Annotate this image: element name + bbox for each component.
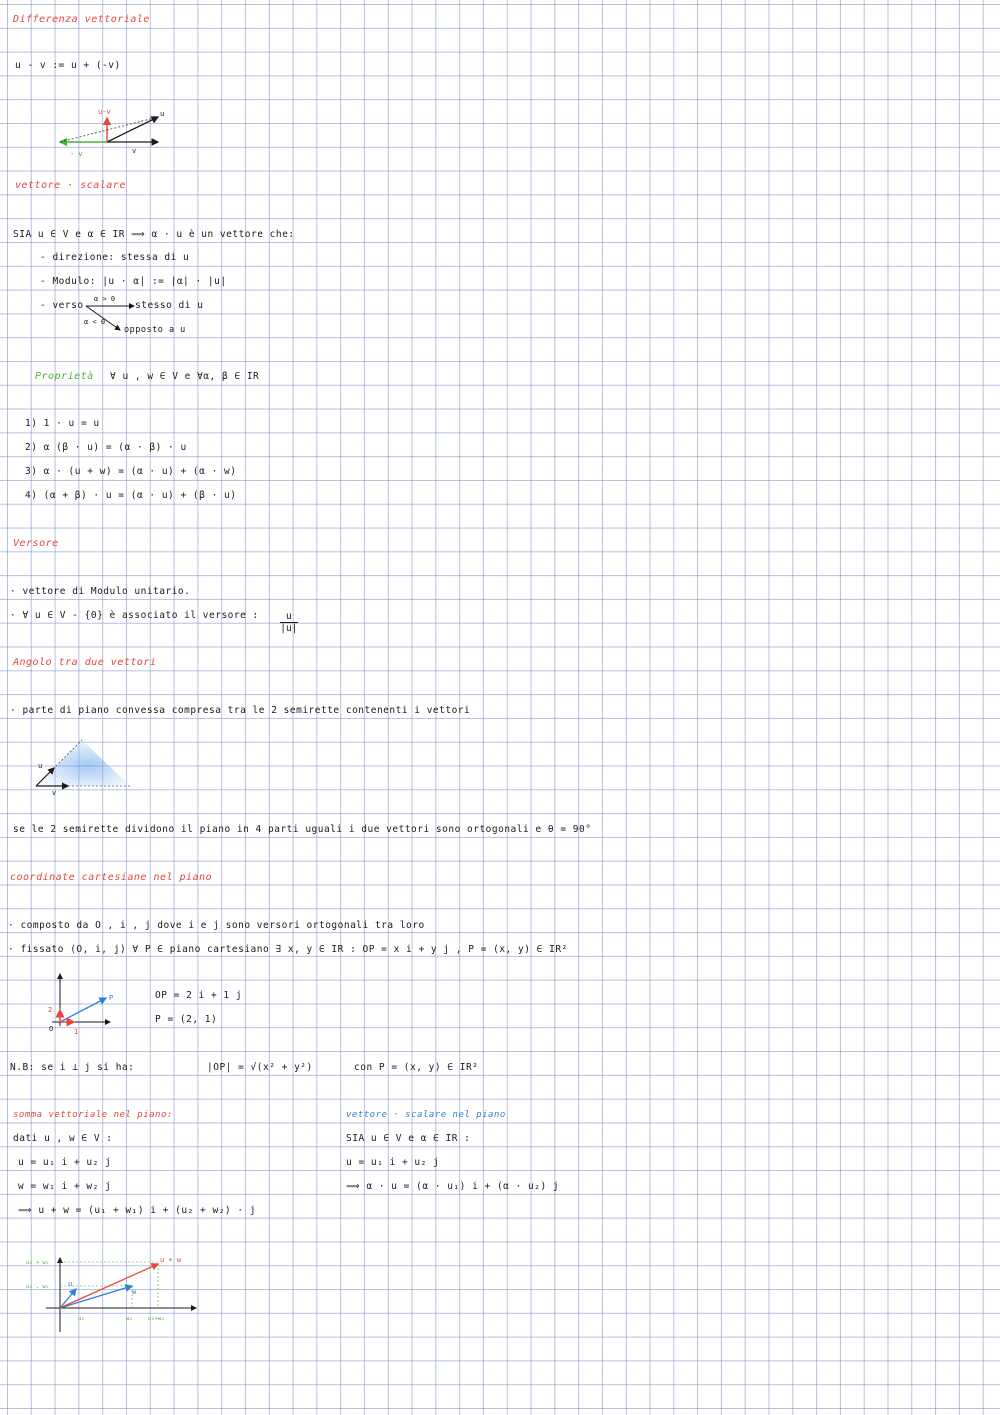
cart-label-P: P <box>109 994 114 1002</box>
cart-label-O: O <box>49 1025 54 1033</box>
sum-label-y2: u₂ , w₂ <box>26 1284 50 1290</box>
coordinate-line-1: · composto da O , i , j dove i e j sono versori ortogonali tra loro <box>8 920 425 931</box>
versore-numerator: u <box>280 611 298 623</box>
angolo-ortogonali: se le 2 semirette dividono il piano in 4 parti uguali i due vettori sono ortogonali e θ = 90° <box>13 824 592 835</box>
property-3: 3) α · (u + w) = (α · u) + (α · w) <box>25 466 237 477</box>
section-title-differenza: Differenza vettoriale <box>13 14 150 25</box>
verso-opposto: opposto a u <box>124 325 186 335</box>
section-title-vettore-scalare: vettore · scalare <box>15 180 126 191</box>
angle-label-u: u <box>38 762 43 770</box>
cartesian-diagram <box>44 970 124 1036</box>
section-title-somma: somma vettoriale nel piano: <box>13 1110 173 1120</box>
property-2: 2) α (β · u) = (α · β) · u <box>25 442 187 453</box>
label-alpha-gt: α > 0 <box>94 295 116 303</box>
somma-dati: dati u , w ∈ V : <box>13 1133 113 1144</box>
sum-label-x1: u₁ <box>78 1316 85 1322</box>
angolo-definition: · parte di piano convessa compresa tra le 2 semirette contenenti i vettori <box>10 705 471 716</box>
label-alpha-lt: α < 0 <box>84 318 106 326</box>
section-title-coordinate: coordinate cartesiane nel piano <box>10 872 213 883</box>
section-title-scalare-piano: vettore · scalare nel piano <box>346 1110 506 1120</box>
angle-diagram <box>30 738 140 796</box>
label-u: u <box>160 110 165 118</box>
versore-denominator: |u| <box>280 623 298 634</box>
label-u-minus-v: u-v <box>98 108 111 116</box>
coordinate-line-2: · fissato (O, i, j) ∀ P ∈ piano cartesiano ∃ x, y ∈ IR : OP = x i + y j , P = (x, y) ∈ IR² <box>8 944 568 955</box>
scalare-piano-sia: SIA u ∈ V e α ∈ IR : <box>346 1133 471 1144</box>
verso-stesso: stesso di u <box>135 300 204 311</box>
section-title-versore: Versore <box>13 538 59 549</box>
versore-fraction <box>280 611 298 634</box>
label-v: v <box>132 147 137 155</box>
scalar-verso: - verso <box>40 300 84 311</box>
diagram-difference <box>50 104 180 160</box>
scalar-intro: SIA u ∈ V e α ∈ IR ⟹ α · u è un vettore che: <box>13 229 295 240</box>
section-title-angolo: Angolo tra due vettori <box>13 657 157 668</box>
scalare-piano-u: u = u₁ i + u₂ j <box>346 1157 440 1168</box>
formula-differenza: u - v := u + (-v) <box>15 60 121 71</box>
property-1: 1) 1 · u = u <box>25 418 100 429</box>
sum-label-u: u <box>68 1280 73 1288</box>
sum-label-uw: u + w <box>160 1256 182 1264</box>
scalare-piano-result: ⟹ α · u = (α · u₁) i + (α · u₂) j <box>346 1181 560 1192</box>
section-title-proprieta: Proprietà <box>35 371 94 382</box>
label-minus-v: - v <box>70 150 83 158</box>
proprieta-quantifier: ∀ u , w ∈ V e ∀α, β ∈ IR <box>110 371 260 382</box>
sum-diagram <box>26 1252 206 1336</box>
nb-condition: N.B: se i ⊥ j si ha: <box>10 1062 135 1073</box>
sum-label-x2: w₁ <box>126 1316 133 1322</box>
scalar-direzione: - direzione: stessa di u <box>40 252 190 263</box>
somma-w: w = w₁ i + w₂ j <box>18 1181 112 1192</box>
property-4: 4) (α + β) · u = (α · u) + (β · u) <box>25 490 237 501</box>
somma-u: u = u₁ i + u₂ j <box>18 1157 112 1168</box>
cart-example-P: P = (2, 1) <box>155 1014 218 1025</box>
cart-label-2: 2 <box>48 1006 53 1014</box>
scalar-modulo: - Modulo: |u · α| := |α| · |u| <box>40 276 227 287</box>
sum-label-x3: u₁+w₁ <box>148 1316 165 1322</box>
nb-modulus: |OP| = √(x² + y²) <box>207 1062 313 1073</box>
sum-label-y1: u₂ + w₂ <box>26 1260 50 1266</box>
sum-label-w: w <box>132 1288 137 1296</box>
nb-point: con P = (x, y) ∈ IR² <box>354 1062 479 1073</box>
cart-example-OP: OP = 2 i + 1 j <box>155 990 243 1001</box>
versore-line-2: · ∀ u ∈ V - {0} è associato il versore : <box>10 610 259 621</box>
angle-label-v: v <box>52 789 57 797</box>
versore-line-1: · vettore di Modulo unitario. <box>10 586 191 597</box>
somma-result: ⟹ u + w = (u₁ + w₁) i + (u₂ + w₂) · j <box>18 1205 257 1216</box>
cart-label-1: 1 <box>74 1028 79 1036</box>
